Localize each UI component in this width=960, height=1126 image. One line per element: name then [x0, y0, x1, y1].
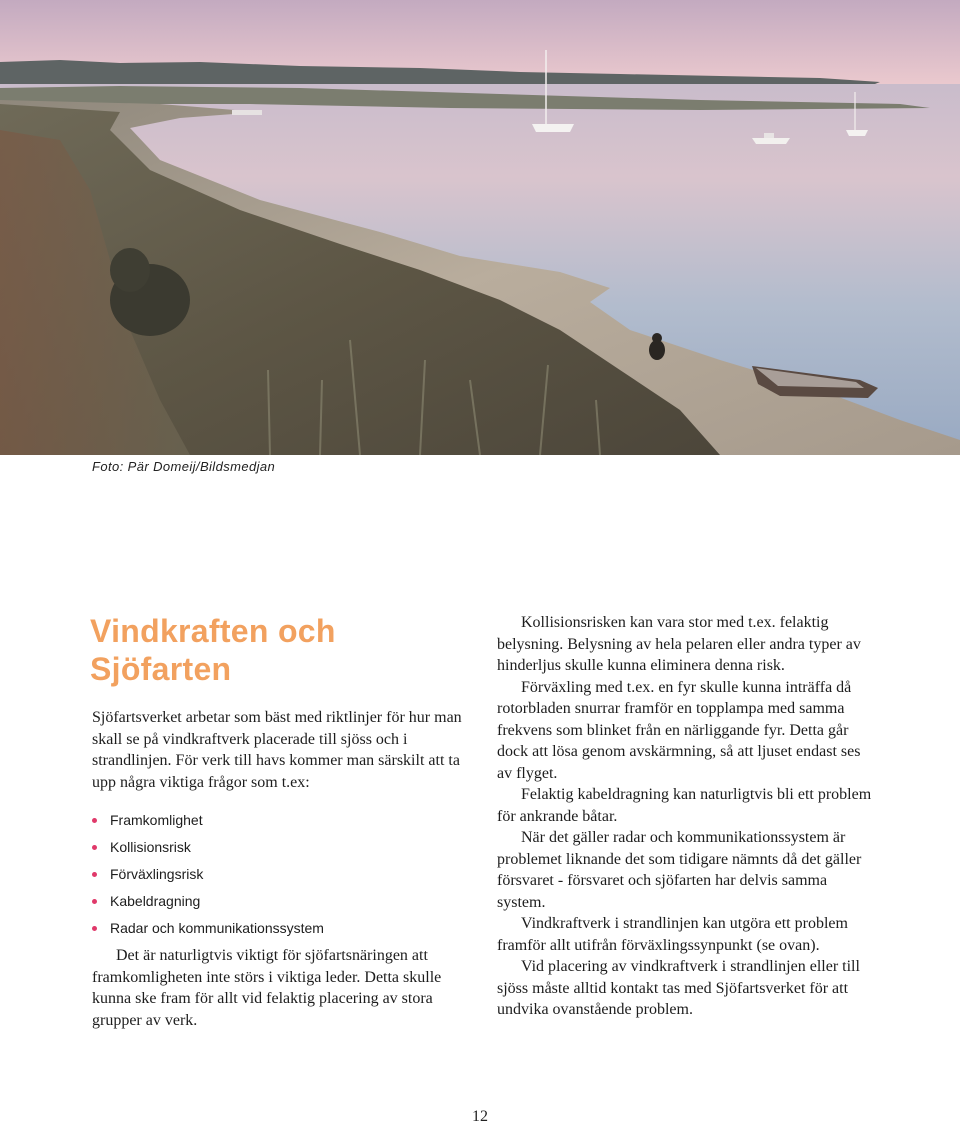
framkomlighet-paragraph: Det är naturligtvis viktigt för sjöfartsnäringen att framkomligheten inte störs i viktiga leder. Detta skulle kunna ske fram för allt vid felaktig placering av stora grupper av verk.: [92, 947, 442, 1029]
bullet-dot-icon: [92, 926, 97, 931]
list-item-label: Kollisionsrisk: [110, 839, 191, 855]
list-item-label: Kabeldragning: [110, 893, 201, 909]
list-item-label: Radar och kommunikationssystem: [110, 920, 324, 936]
list-item: [92, 865, 472, 892]
title-line-1: Vindkraften och: [90, 613, 336, 649]
right-column: [497, 612, 872, 1021]
list-item-label: Förväxlingsrisk: [110, 866, 204, 882]
coastal-photo: [0, 0, 960, 455]
bullet-dot-icon: [92, 818, 97, 823]
paragraph-kollisionsrisk: Kollisionsrisken kan vara stor med t.ex. felaktig belysning. Belysning av hela pelaren eller andra typer av hinderljus skulle kunna eliminera denna risk.: [497, 614, 861, 674]
list-item: [92, 919, 472, 946]
list-item: [92, 892, 472, 919]
paragraph-strandlinjen: Vindkraftverk i strandlinjen kan utgöra ett problem framför allt utifrån förväxlingssynpunkt (se ovan).: [497, 915, 848, 954]
bullet-dot-icon: [92, 872, 97, 877]
paragraph-kontakt: Vid placering av vindkraftverk i strandlinjen eller till sjöss måste alltid kontakt tas med Sjöfartsverket för att undvika ovanstående problem.: [497, 958, 860, 1018]
list-item: [92, 838, 472, 865]
paragraph-forvaxling: Förväxling med t.ex. en fyr skulle kunna inträffa då rotorbladen snurrar framför en topplampa med samma frekvens som blinket från en närliggande fyr. Detta går dock att lösa genom avskärmning, så att ljuset endast ses av flyget.: [497, 678, 861, 782]
list-item-label: Framkomlighet: [110, 812, 203, 828]
title-line-2: Sjöfarten: [90, 651, 232, 687]
distant-boat: [232, 110, 262, 115]
article-title: [90, 612, 470, 688]
bullet-dot-icon: [92, 845, 97, 850]
list-item: [92, 811, 472, 838]
page-number: 12: [472, 1108, 488, 1125]
bullet-dot-icon: [92, 899, 97, 904]
issue-list: [92, 811, 472, 946]
shrub-top: [110, 248, 150, 292]
paragraph-kabeldragning: Felaktig kabeldragning kan naturligtvis bli ett problem för ankrande båtar.: [497, 786, 872, 825]
intro-paragraph: Sjöfartsverket arbetar som bäst med riktlinjer för hur man skall se på vindkraftverk placerade till sjöss och i strandlinjen. För verk till havs kommer man särskilt att ta upp några viktiga frågor som t.ex:: [92, 709, 462, 791]
photo-caption: Foto: Pär Domeij/Bildsmedjan: [92, 459, 276, 474]
paragraph-radar: När det gäller radar och kommunikationssystem är problemet liknande det som tidigare nämnts då det gäller försvaret - försvaret och sjöfarten har delvis samma system.: [497, 829, 862, 911]
